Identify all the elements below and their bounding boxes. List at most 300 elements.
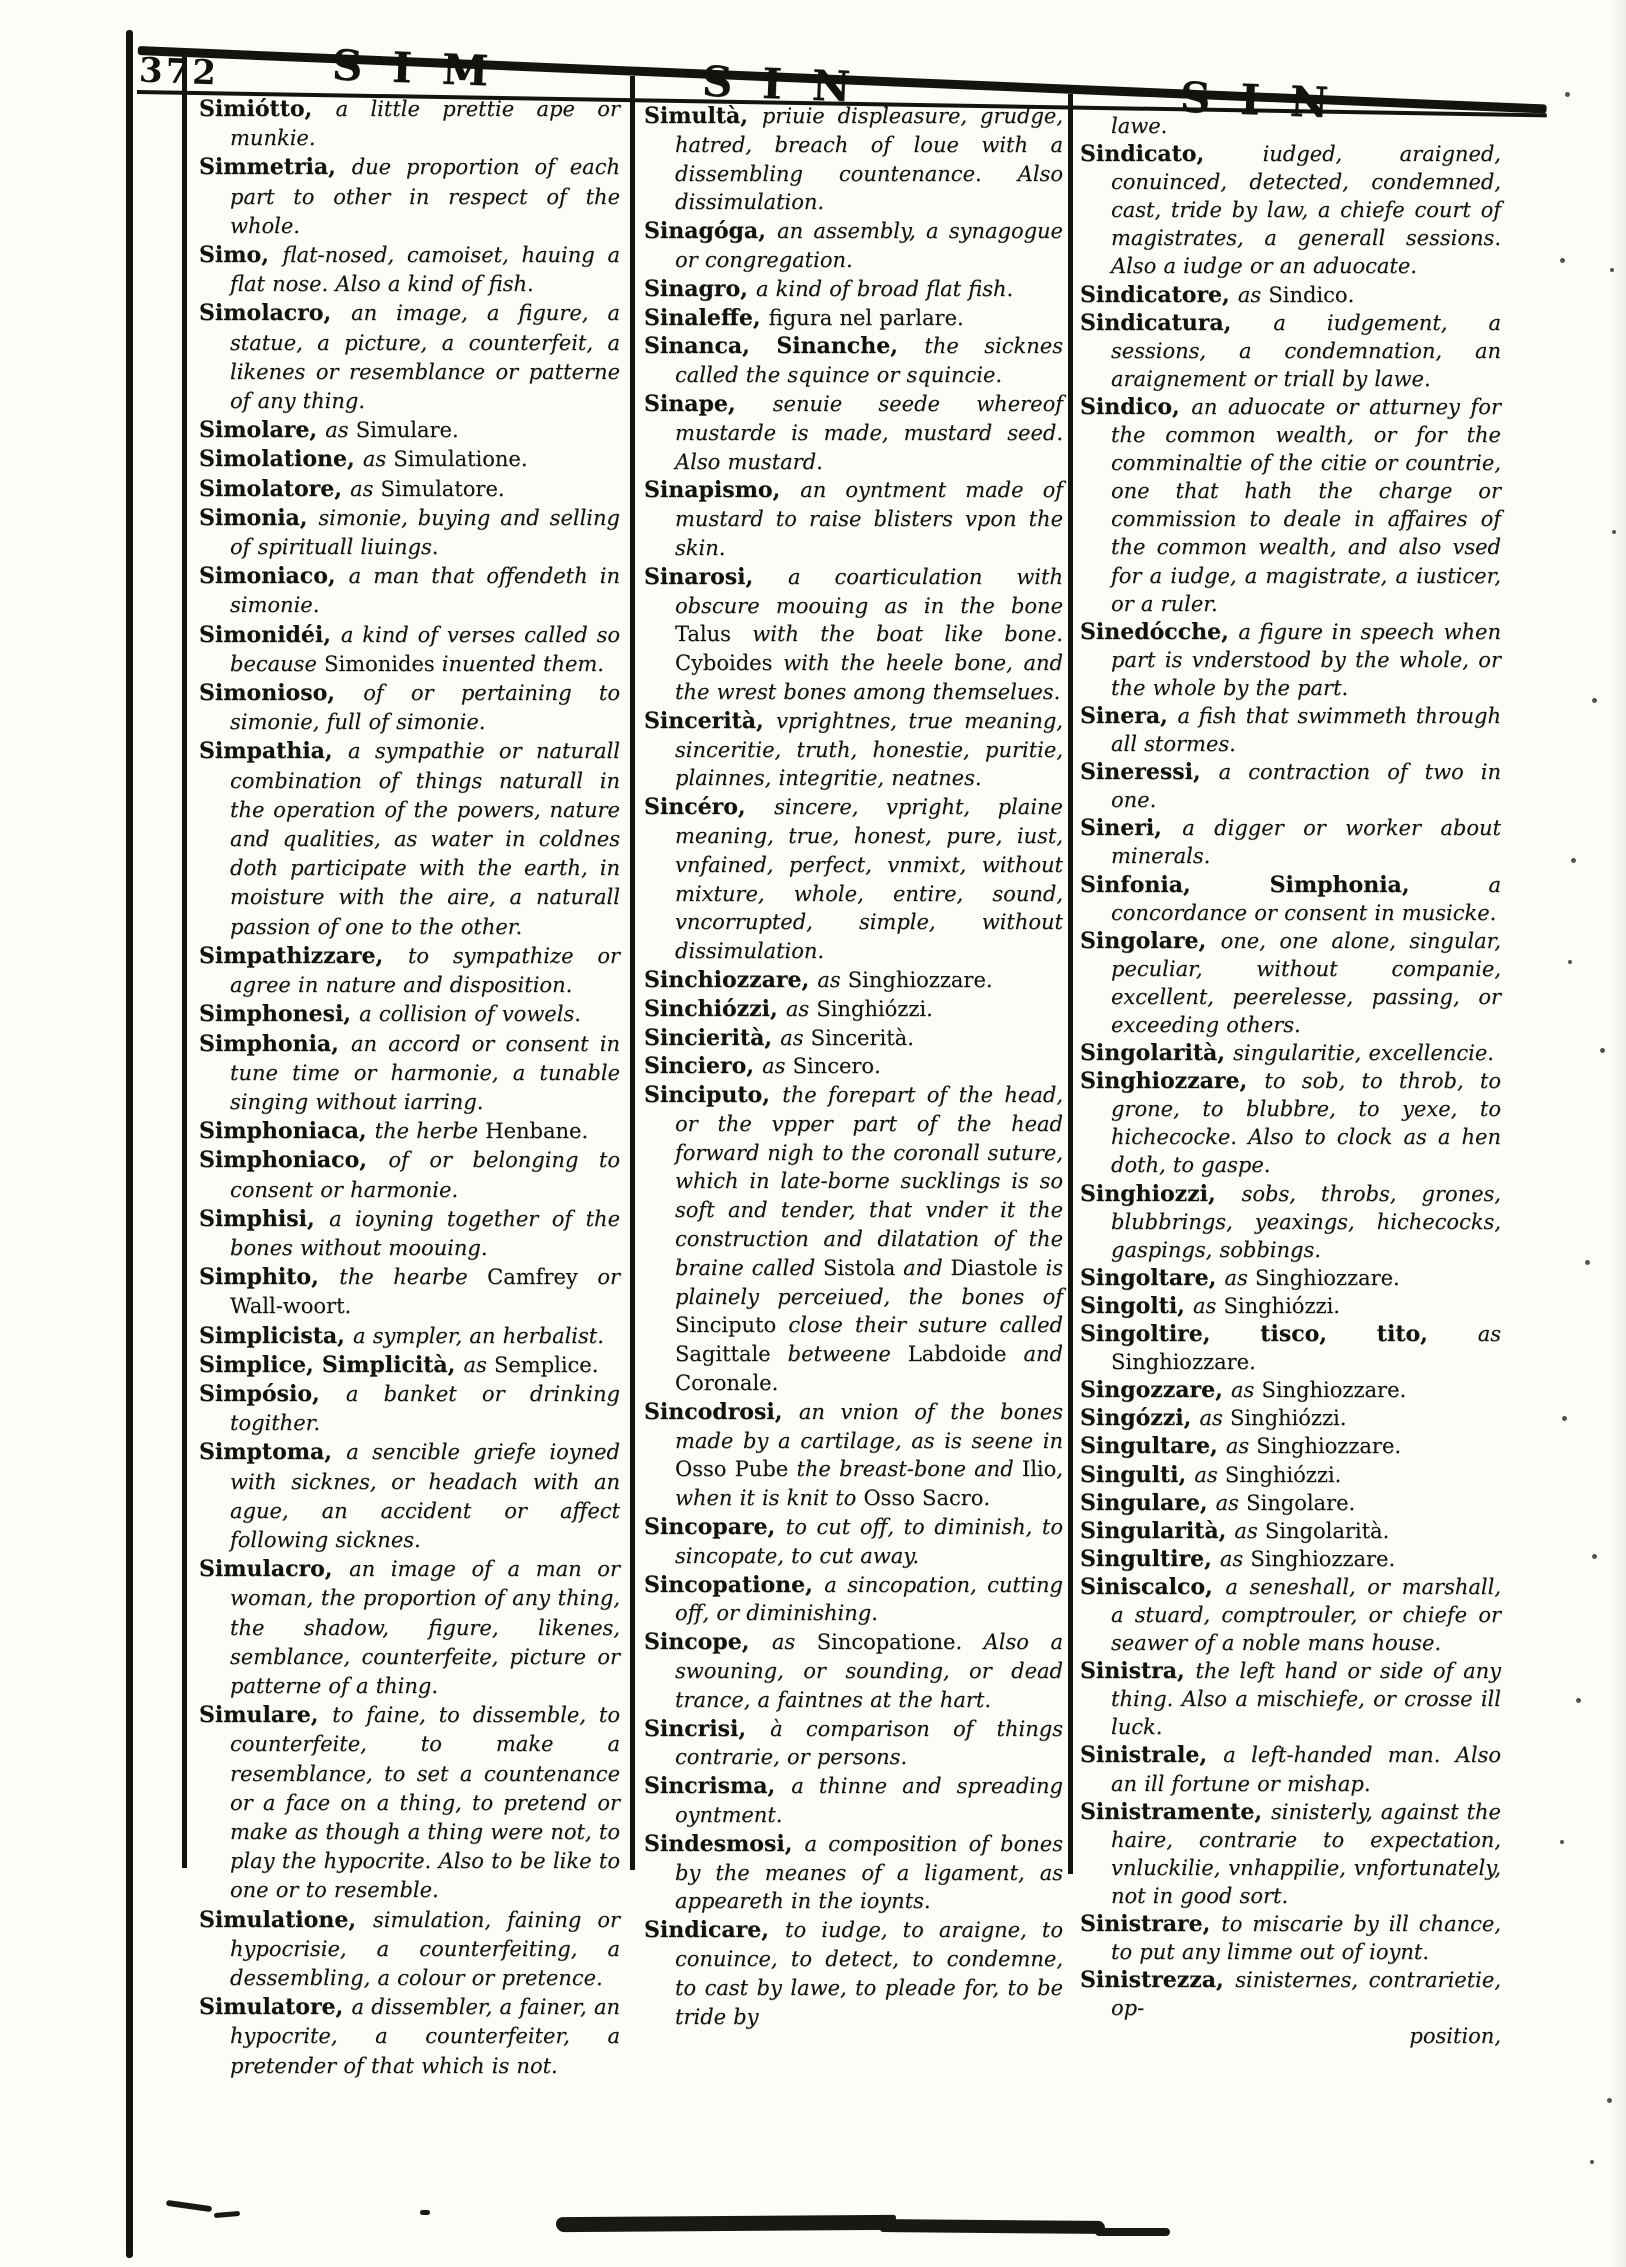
definition-text: as: [1225, 1434, 1257, 1459]
headword: Sinedócche,: [1080, 618, 1239, 645]
definition-text: .: [581, 1119, 589, 1144]
dictionary-entry: [199, 153, 620, 241]
dictionary-entry: [644, 1715, 1063, 1773]
dictionary-entry: [644, 1081, 1063, 1398]
headword: Sinistramente,: [1080, 1798, 1271, 1825]
definition-text: the left hand or side of any thing. Also a mischiefe, or crosse ill luck.: [1111, 1659, 1502, 1740]
headword: Sinagro,: [644, 275, 756, 302]
dictionary-entry: [199, 95, 620, 153]
dictionary-entry: [644, 1398, 1063, 1513]
definition-text: position,: [1409, 2024, 1501, 2049]
page-edge-shadow: [1612, 0, 1626, 2267]
dictionary-entry: [1080, 1461, 1501, 1489]
headword: Simulacro,: [199, 1556, 350, 1583]
dictionary-entry: [1080, 112, 1501, 140]
dictionary-entry: [644, 1052, 1063, 1081]
definition-text: a seneshall, or marshall, a stuard, comptrouler, or chiefe or seawer of a noble mans house.: [1111, 1574, 1501, 1656]
definition-text: an oyntment made of mustard to raise blisters vpon the skin.: [675, 478, 1063, 560]
headword: Siniscalco,: [1080, 1573, 1226, 1600]
column-3: [1080, 112, 1501, 2050]
definition-text: with the heele bone, and the wrest bones among themselues.: [675, 651, 1063, 704]
headword: Singultare,: [1080, 1433, 1226, 1460]
definition-text: Singhiózzi: [1224, 1462, 1335, 1487]
definition-text: .: [1394, 1434, 1402, 1459]
dictionary-entry: [1080, 1264, 1501, 1292]
definition-text: a figure in speech when part is vnderstood by the whole, or the whole by the part.: [1111, 619, 1501, 700]
dictionary-entry: [199, 1906, 620, 1994]
dictionary-entry: [644, 793, 1063, 966]
dictionary-entry: [1080, 1573, 1501, 1657]
dictionary-entry: [644, 304, 1063, 333]
headword: Sindicatore,: [1080, 281, 1238, 308]
definition-text: betweene: [770, 1342, 908, 1367]
scan-speck: [1610, 268, 1614, 272]
dictionary-entry: [1080, 309, 1501, 393]
dictionary-entry: [1080, 1404, 1501, 1432]
definition-text: an image of a man or woman, the proportion of any thing, the shadow, figure, likenes, semblance, counterfeite, picture or patterne of a thing.: [230, 1557, 620, 1698]
dictionary-entry: [1080, 140, 1501, 280]
definition-text: Singhiozzare: [1111, 1350, 1250, 1375]
headword: Singozzare,: [1080, 1377, 1231, 1404]
dictionary-entry: [199, 1000, 620, 1029]
definition-text: Singhiózzi: [1229, 1406, 1340, 1431]
scan-speck: [1607, 2098, 1612, 2103]
definition-text: Sincerità: [810, 1025, 908, 1050]
definition-text: a composition of bones by the meanes of a ligament, as appeareth in the ioynts.: [675, 1831, 1063, 1914]
definition-text: sincere, vpright, plaine meaning, true, honest, pure, iust, vnfained, perfect, vnmixt, without mixture, whole, entire, sound, vncorrupted, simple, without dissimulation.: [675, 795, 1063, 964]
definition-text: simonie, buying and selling of spirituall liuings.: [230, 505, 620, 560]
dictionary-entry: [644, 1571, 1063, 1629]
scan-speck: [1562, 1416, 1567, 1421]
definition-text: Singolarità: [1264, 1518, 1383, 1543]
headword: Sinchiózzi,: [644, 995, 786, 1022]
page-edge-line: [126, 30, 133, 2258]
definition-text: .: [1334, 1462, 1342, 1487]
definition-text: .: [771, 1371, 779, 1396]
dictionary-entry: [199, 1117, 620, 1146]
definition-text: Sagittale: [675, 1342, 771, 1367]
column-divider-1: [630, 76, 635, 1870]
headword: Simolatore,: [199, 475, 351, 502]
dictionary-entry: [644, 102, 1063, 217]
headword: Simphisi,: [199, 1205, 330, 1232]
dictionary-entry: [1080, 702, 1501, 758]
headword: Sinciero,: [644, 1053, 763, 1080]
dictionary-entry: [1080, 1039, 1501, 1067]
definition-text: as: [762, 1054, 793, 1079]
definition-text: as: [1193, 1293, 1224, 1318]
definition-text: iudged, araigned, conuinced, detected, condemned, cast, tride by law, a chiefe court of magistrates, a generall sessions. Also a iudge or an aduocate.: [1111, 142, 1501, 279]
definition-text: to iudge, to araigne, to conuince, to detect, to condemne, to cast by lawe, to pleade for, to be tride by: [675, 1918, 1063, 2029]
definition-text: an vnion of the bones made by a cartilage, as is seene in: [675, 1399, 1063, 1453]
headword: Simolatione,: [199, 446, 363, 473]
definition-text: .: [520, 447, 528, 472]
headword: Singulare,: [1080, 1489, 1216, 1516]
definition-text: inuented them.: [434, 651, 604, 676]
definition-text: and: [895, 1255, 951, 1280]
headword: Simoniaco,: [199, 563, 349, 590]
definition-text: one, one alone, singular, peculiar, without companie, excellent, peerelesse, passing, or exceeding others.: [1111, 928, 1501, 1037]
definition-text: .: [926, 996, 933, 1021]
definition-text: a collision of vowels.: [359, 1002, 581, 1027]
dictionary-entry: [1080, 393, 1501, 618]
definition-text: is plainely perceiued, the bones of: [675, 1255, 1063, 1309]
dictionary-entry: [199, 475, 620, 504]
headword: Singularità,: [1080, 1517, 1235, 1544]
definition-text: as: [1215, 1490, 1247, 1515]
headword: Sinistrale,: [1080, 1742, 1224, 1769]
headword: Sinapismo,: [644, 477, 801, 504]
definition-text: Singhiozzare: [1254, 1265, 1394, 1290]
definition-text: .: [591, 1352, 599, 1377]
dictionary-entry: [1080, 281, 1501, 309]
headword: Sindicare,: [644, 1917, 786, 1944]
headword: Singolarità,: [1080, 1040, 1234, 1067]
definition-text: a thinne and spreading oyntment.: [675, 1774, 1063, 1828]
dictionary-entry: [644, 995, 1063, 1024]
definition-text: as: [350, 476, 381, 501]
definition-text: as: [1477, 1322, 1501, 1347]
definition-text: Sindico: [1268, 282, 1348, 307]
headword: Sinagóga,: [644, 218, 778, 245]
dictionary-entry: [644, 1628, 1063, 1714]
headword: Sindico,: [1080, 393, 1192, 420]
headword: Simiótto,: [199, 96, 336, 122]
dictionary-entry: [199, 1263, 620, 1321]
headword: Sincierità,: [644, 1024, 781, 1051]
dictionary-entry: [644, 476, 1063, 562]
dictionary-entry: [199, 299, 620, 416]
scan-speck: [1576, 1698, 1581, 1703]
dictionary-entry: [1080, 814, 1501, 870]
headword: Simulatore,: [199, 1994, 352, 2021]
headword: Simplicista,: [199, 1322, 353, 1349]
definition-text: lawe.: [1111, 114, 1168, 138]
scan-smudge: [420, 2210, 430, 2215]
dictionary-entry: [644, 1772, 1063, 1830]
text-frame-left-rule: [182, 56, 187, 1868]
definition-text: a banket or drinking togither.: [230, 1381, 620, 1436]
next-page-edge-mark: [1095, 2228, 1170, 2236]
headword: Sinistrare,: [1080, 1911, 1222, 1937]
dictionary-entry: [644, 275, 1063, 304]
definition-text: a sympathie or naturall combination of things naturall in the operation of the powers, nature and qualities, as water in coldnes doth participate with the earth, in moisture with the aire, a naturall passion of one to the other.: [230, 739, 621, 939]
definition-text: due proportion of each part to other in respect of the whole.: [230, 155, 620, 238]
dictionary-entry: [1080, 1432, 1501, 1460]
dictionary-entry: [199, 1438, 620, 1555]
scan-speck: [1571, 858, 1576, 863]
definition-text: Labdoide: [907, 1342, 1007, 1367]
definition-text: as: [1219, 1546, 1251, 1571]
definition-text: .: [1347, 282, 1355, 307]
scan-speck: [1565, 92, 1570, 97]
definition-text: .: [1388, 1546, 1396, 1571]
definition-text: to sympathize or agree in nature and disposition.: [230, 943, 620, 998]
definition-text: as: [463, 1352, 494, 1377]
dictionary-entry: [199, 679, 620, 737]
headword: Simulare,: [199, 1702, 333, 1729]
dictionary-entry: [644, 1513, 1063, 1571]
definition-text: .: [344, 1294, 352, 1319]
definition-text: .: [907, 1025, 914, 1050]
headword: Singoltare,: [1080, 1264, 1225, 1291]
column-1: [199, 95, 620, 2081]
definition-text: a sincopation, cutting off, or diminishing.: [675, 1572, 1063, 1626]
dictionary-entry: [199, 416, 620, 445]
definition-text: Cyboides: [675, 651, 773, 676]
definition-text: a ioyning together of the bones without moouing.: [230, 1206, 620, 1260]
dictionary-entry: [1080, 1292, 1501, 1320]
definition-text: a fish that swimmeth through all stormes.: [1111, 703, 1501, 757]
definition-text: .: [1249, 1350, 1256, 1375]
headword: Sinanca, Sinanche,: [644, 333, 925, 360]
definition-text: .: [957, 305, 964, 330]
dictionary-entry: [199, 241, 620, 299]
definition-text: Wall-woort: [230, 1294, 345, 1319]
scan-smudge: [214, 2211, 240, 2218]
headword: Simolare,: [199, 417, 326, 444]
definition-text: and: [1006, 1342, 1063, 1367]
dictionary-entry: [199, 1351, 620, 1380]
headword: Sincrisi,: [644, 1715, 771, 1742]
dictionary-entry: [1080, 1741, 1501, 1797]
headword: Sinera,: [1080, 702, 1178, 729]
headword: Simmetria,: [199, 154, 352, 181]
headword: Sindicatura,: [1080, 309, 1274, 336]
headword: Simplice, Simplicità,: [199, 1351, 464, 1378]
scan-speck: [1600, 1048, 1605, 1053]
dictionary-entry: [199, 562, 620, 620]
definition-text: .: [985, 967, 993, 992]
definition-text: Simulatore: [380, 476, 498, 501]
definition-text: close their suture called: [776, 1313, 1063, 1338]
definition-text: Singolare: [1246, 1490, 1349, 1515]
dictionary-entry: [1080, 2022, 1501, 2050]
dictionary-entry: [1080, 871, 1501, 927]
dictionary-entry: [1080, 1067, 1501, 1179]
definition-text: Simonides: [324, 651, 435, 676]
scan-speck: [1590, 2160, 1594, 2164]
definition-text: flat-nosed, camoiset, hauing a flat nose. Also a kind of fish.: [230, 243, 620, 297]
headword: Sinape,: [644, 390, 773, 417]
definition-text: Sincopatione: [816, 1630, 956, 1655]
dictionary-entry: [199, 1993, 620, 2081]
dictionary-entry: [199, 1322, 620, 1351]
definition-text: a coarticulation with obscure moouing as in the bone: [675, 564, 1063, 618]
definition-text: .: [497, 476, 505, 501]
definition-text: to cut off, to diminish, to sincopate, to cut away.: [675, 1515, 1063, 1568]
definition-text: an assembly, a synagogue or congregation.: [675, 219, 1063, 272]
definition-text: Sistola: [823, 1255, 896, 1280]
dictionary-entry: [1080, 758, 1501, 814]
dictionary-entry: [199, 1380, 620, 1438]
headword: Simonia,: [199, 504, 319, 531]
definition-text: an accord or consent in tune time or harmonie, a tunable singing without iarring.: [230, 1031, 620, 1114]
dictionary-entry: [199, 504, 620, 562]
headword: Sinciputo,: [644, 1082, 783, 1109]
definition-text: as: [1224, 1265, 1255, 1290]
headword: Singoltire, tisco, tito,: [1080, 1321, 1478, 1348]
headword: Simphonesi,: [199, 1001, 360, 1028]
dictionary-entry: [644, 563, 1063, 707]
scan-speck: [1560, 258, 1565, 263]
definition-text: Osso Pube: [675, 1457, 789, 1482]
dictionary-entry: [199, 1205, 620, 1263]
definition-text: .: [1339, 1406, 1347, 1431]
definition-text: Henbane: [485, 1119, 582, 1144]
definition-text: a kind of broad flat fish.: [755, 276, 1014, 301]
definition-text: a kind of verses called so because: [230, 622, 621, 676]
headword: Sincerità,: [644, 707, 777, 734]
headword: Sinistra,: [1080, 1658, 1196, 1685]
scan-speck: [1592, 1554, 1597, 1559]
headword: Simonidéi,: [199, 621, 341, 648]
headword: Sineressi,: [1080, 759, 1219, 786]
headword: Sinchiozzare,: [644, 966, 818, 993]
headword: Simphoniaco,: [199, 1147, 389, 1174]
definition-text: singularitie, excellencie.: [1233, 1041, 1494, 1066]
scan-smudge: [166, 2200, 212, 2212]
definition-text: .: [1333, 1293, 1340, 1318]
dictionary-entry: [644, 1024, 1063, 1053]
headword: Simphito,: [199, 1264, 340, 1291]
definition-text: as: [817, 967, 848, 992]
definition-text: Semplice: [493, 1352, 592, 1377]
headword: Sincodrosi,: [644, 1398, 799, 1425]
definition-text: with the boat like bone.: [730, 622, 1063, 647]
definition-text: simulation, faining or hypocrisie, a counterfeiting, a dessembling, a colour or pretence.: [230, 1907, 620, 1990]
definition-text: the sicknes called the squince or squincie.: [675, 334, 1064, 388]
definition-text: a sympler, an herbalist.: [353, 1323, 604, 1348]
dictionary-entry: [644, 1916, 1063, 2031]
dictionary-entry: [1080, 618, 1501, 702]
dictionary-entry: [199, 942, 620, 1000]
headword: Singhiozzare,: [1080, 1068, 1265, 1095]
definition-text: as: [1230, 1378, 1262, 1403]
definition-text: Singhiozzare: [1250, 1546, 1389, 1571]
headword: Sinistrezza,: [1080, 1967, 1236, 1994]
definition-text: , when it is knit to: [675, 1457, 1063, 1511]
definition-text: as: [325, 418, 356, 443]
definition-text: .: [1399, 1378, 1407, 1403]
definition-text: a contraction of two in one.: [1111, 760, 1501, 813]
headword: Simulatione,: [199, 1906, 373, 1933]
definition-text: Ilio: [1021, 1457, 1057, 1482]
headword: Sincrisma,: [644, 1773, 792, 1800]
headword: Singhiozzi,: [1080, 1180, 1242, 1207]
definition-text: as: [362, 447, 394, 472]
definition-text: sobs, throbs, grones, blubbrings, yeaxings, hichecocks, gaspings, sobbings.: [1111, 1181, 1501, 1262]
definition-text: the herbe: [374, 1119, 486, 1144]
dictionary-entry: [1080, 1517, 1501, 1545]
headword: Sincéro,: [644, 794, 775, 821]
definition-text: to faine, to dissemble, to counterfeite, to make a resemblance, to set a countenance or a face on a thing, to pretend or make as though a thing were not, to play the hypocrite. Also to be like to one or to resemble.: [230, 1703, 620, 1903]
definition-text: Sincero: [792, 1054, 875, 1079]
definition-text: to sob, to throb, to grone, to blubbre, to yexe, to hichecocke. Also to clock as a hen doth, to gaspe.: [1111, 1069, 1502, 1178]
definition-text: a concordance or consent in musicke.: [1111, 872, 1501, 925]
scan-speck: [1560, 1840, 1564, 1844]
definition-text: the hearbe: [339, 1265, 488, 1290]
definition-text: figura nel parlare: [768, 305, 957, 330]
definition-text: senuie seede whereof mustarde is made, mustard seed. Also mustard.: [675, 391, 1063, 474]
definition-text: Singhiózzi: [816, 996, 927, 1021]
headword: Singolti,: [1080, 1292, 1193, 1319]
definition-text: as: [1234, 1518, 1265, 1543]
definition-text: sinisternes, contrarietie, op-: [1111, 1968, 1501, 2021]
definition-text: .: [983, 1486, 991, 1511]
definition-text: as: [1199, 1406, 1230, 1431]
headword: Simpathia,: [199, 738, 348, 765]
dictionary-entry: [1080, 1180, 1501, 1264]
column-divider-2: [1068, 94, 1073, 1874]
definition-text: Sinciputo: [675, 1313, 777, 1338]
dictionary-entry: [199, 621, 620, 679]
definition-text: Coronale: [675, 1371, 772, 1396]
definition-text: to miscarie by ill chance, to put any limme out of ioynt.: [1111, 1912, 1501, 1965]
definition-text: as: [1237, 282, 1269, 307]
definition-text: of or belonging to consent or harmonie.: [230, 1148, 620, 1202]
dictionary-entry: [1080, 1545, 1501, 1573]
definition-text: an aduocate or atturney for the common wealth, or for the comminaltie of the citie or countrie, one that hath the charge or commission to deale in affaires of the common wealth, and also vsed for a iudge, a magistrate, a iusticer, or a ruler.: [1111, 394, 1501, 616]
page-number: 372: [138, 50, 220, 94]
headword: Simo,: [199, 242, 283, 269]
definition-text: or: [577, 1265, 621, 1290]
definition-text: a iudgement, a sessions, a condemnation, an araignement or triall by lawe.: [1111, 310, 1501, 391]
dictionary-entry: [1080, 1489, 1501, 1517]
dictionary-entry: [1080, 1966, 1501, 2022]
definition-text: as: [771, 1630, 817, 1655]
definition-text: the breast-bone and: [788, 1457, 1022, 1482]
definition-text: Simulatione: [393, 447, 521, 472]
definition-text: Singhiózzi: [1223, 1293, 1334, 1318]
headword: Sinaleffe,: [644, 304, 769, 331]
definition-text: the forepart of the head, or the vpper part of the head forward nigh to the coronall suture, which in late-borne sucklings is so soft and tender, that vnder it the construction and dilatation of the braine called: [675, 1083, 1063, 1280]
definition-text: Singhiozzare: [1256, 1434, 1395, 1459]
dictionary-entry: [1080, 927, 1501, 1039]
headword: Sindesmosi,: [644, 1830, 805, 1857]
headword: Simphoniaca,: [199, 1118, 375, 1145]
dictionary-entry: [644, 332, 1063, 390]
headword: Simultà,: [644, 103, 762, 129]
definition-text: a left-handed man. Also an ill fortune or mishap.: [1111, 1743, 1501, 1796]
headword: Sincopatione,: [644, 1571, 825, 1598]
dictionary-entry: [199, 1146, 620, 1204]
headword: Sincopare,: [644, 1514, 786, 1541]
definition-text: of or pertaining to simonie, full of simonie.: [230, 681, 620, 735]
definition-text: priuie displeasure, grudge, hatred, breach of loue with a dissembling countenance. Also dissimulation.: [675, 104, 1063, 215]
definition-text: a digger or worker about minerals.: [1111, 816, 1501, 869]
next-page-edge-mark: [880, 2219, 1105, 2234]
definition-text: .: [1393, 1265, 1400, 1290]
dictionary-entry: [199, 1555, 620, 1701]
definition-text: Singhiozzare: [847, 967, 986, 992]
headword: Singulti,: [1080, 1461, 1195, 1488]
definition-text: a sencible griefe ioyned with sicknes, or headach with an ague, an accident or affect following sicknes.: [230, 1440, 620, 1552]
definition-text: Diastole: [950, 1255, 1038, 1280]
scan-speck: [1568, 960, 1572, 964]
headword: Sindicato,: [1080, 141, 1263, 168]
dictionary-entry: [1080, 1376, 1501, 1404]
definition-text: a little prettie ape or munkie.: [230, 97, 620, 151]
headword: Simonioso,: [199, 680, 364, 707]
headword: Simpósio,: [199, 1380, 346, 1407]
dictionary-entry: [644, 966, 1063, 995]
dictionary-entry: [199, 1701, 620, 1905]
dictionary-entry: [199, 445, 620, 474]
definition-text: as: [785, 996, 817, 1021]
definition-text: .: [1348, 1490, 1356, 1515]
scan-speck: [1612, 530, 1616, 534]
